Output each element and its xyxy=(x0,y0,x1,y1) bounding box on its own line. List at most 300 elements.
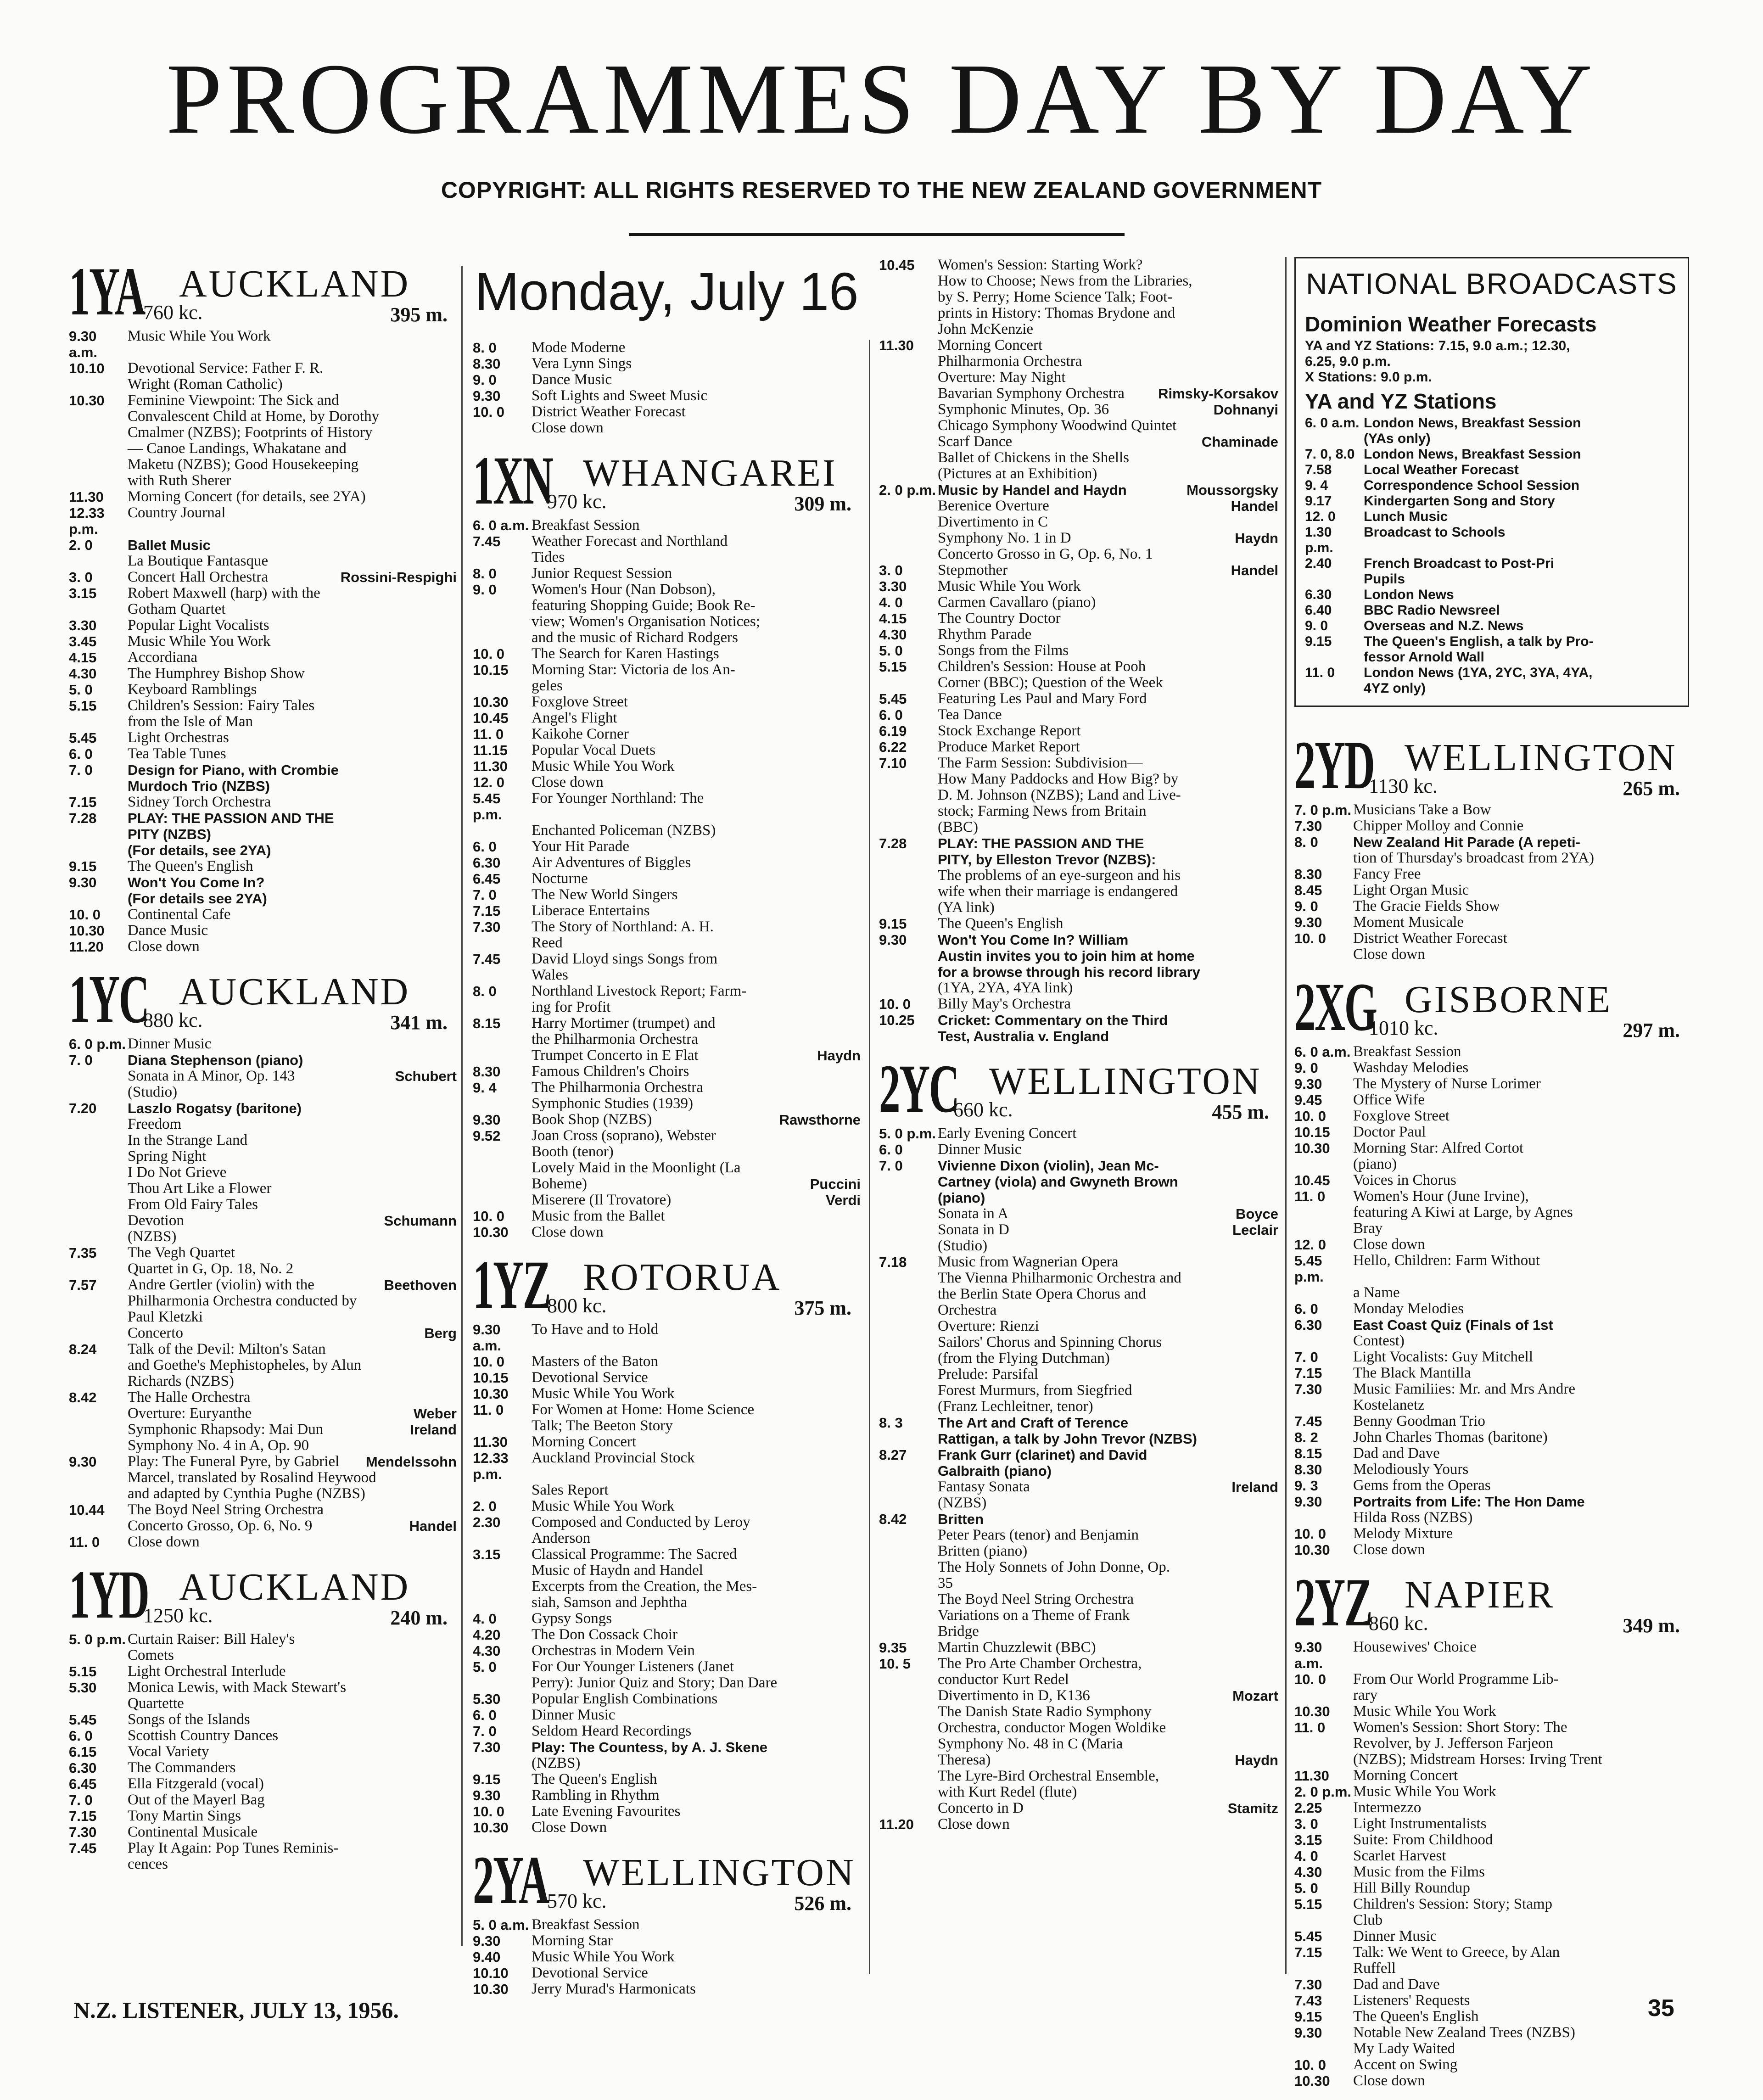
station-schedule xyxy=(473,1917,861,1997)
station-wavelength: 375 m. xyxy=(794,1297,851,1319)
programme-detail-text: How Many Paddocks and How Big? by xyxy=(938,771,1179,787)
programme-time: 9.30 a.m. xyxy=(69,328,98,360)
programme-detail xyxy=(879,675,1278,691)
programme-time: 10. 0 xyxy=(1294,1108,1326,1124)
programme-title: Light Organ Music xyxy=(1353,882,1469,898)
programme-detail-text: (piano) xyxy=(1353,1156,1397,1172)
programme-detail xyxy=(879,1350,1278,1366)
programme-entry xyxy=(69,1792,457,1808)
programme-title: Music While You Work xyxy=(1353,1783,1496,1800)
programme-time: 7. 0 xyxy=(69,1052,93,1068)
programme-detail xyxy=(879,1479,1278,1495)
programme-entry xyxy=(69,1341,457,1357)
programme-entry xyxy=(1294,1301,1689,1317)
programme-time: 9. 4 xyxy=(1305,478,1328,493)
national-entry xyxy=(1305,431,1679,447)
programme-detail-text: Chicago Symphony Woodwind Quintet xyxy=(938,417,1177,434)
programme-detail-text: from the Isle of Man xyxy=(128,713,253,730)
programme-entry xyxy=(879,1254,1278,1270)
programme-entry xyxy=(1294,1462,1689,1478)
programme-title: The Country Doctor xyxy=(938,610,1061,627)
programme-detail-text: Music of Haydn and Handel xyxy=(532,1562,703,1579)
programme-time: 10.30 xyxy=(69,923,105,939)
programme-time: 10. 5 xyxy=(879,1656,911,1672)
programme-time: 7.30 xyxy=(1294,818,1322,834)
programme-detail xyxy=(879,466,1278,482)
programme-entry xyxy=(1294,1671,1689,1687)
station-wavelength: 240 m. xyxy=(390,1607,448,1629)
composer-name: Haydn xyxy=(1235,530,1278,546)
programme-detail xyxy=(1294,1960,1689,1977)
programme-title: Music Familiies: Mr. and Mrs Andre xyxy=(1353,1381,1575,1397)
programme-title: Dance Music xyxy=(532,371,612,388)
programme-detail-text: PITY, by Elleston Trevor (NZBS): xyxy=(938,851,1156,868)
programme-detail-text: D. M. Johnson (NZBS); Land and Live- xyxy=(938,787,1181,803)
programme-title: Britten xyxy=(938,1511,984,1527)
programme-title: Light Vocalists: Guy Mitchell xyxy=(1353,1349,1534,1365)
programme-detail xyxy=(879,1463,1278,1479)
programme-title: Morning Concert xyxy=(1353,1767,1458,1784)
programme-detail-text: Quartette xyxy=(128,1695,184,1712)
programme-time: 10.45 xyxy=(1294,1172,1330,1188)
programme-title: Accent on Swing xyxy=(1353,2056,1458,2073)
programme-time: 5.45 p.m. xyxy=(1294,1253,1324,1285)
station-callsign: 1YC xyxy=(69,961,149,1037)
programme-detail-text: Symphonic Studies (1939) xyxy=(532,1095,693,1112)
programme-detail xyxy=(473,1755,861,1771)
programme-detail-text: Divertimento in C xyxy=(938,514,1048,530)
programme-detail xyxy=(1294,2041,1689,2057)
programme-entry xyxy=(473,404,861,420)
programme-detail-text: geles xyxy=(532,678,563,694)
composer-name: Handel xyxy=(1231,498,1278,514)
programme-entry xyxy=(473,839,861,855)
programme-detail-text: Lovely Maid in the Moonlight (La xyxy=(532,1159,741,1176)
programme-entry xyxy=(473,1787,861,1803)
station-callsign: 1XN xyxy=(473,442,553,519)
programme-time: 9.30 xyxy=(473,388,501,404)
programme-title: (YAs only) xyxy=(1364,431,1431,446)
station-callsign: 2XG xyxy=(1294,969,1377,1045)
programme-detail-text: (Studio) xyxy=(938,1238,988,1254)
programme-title: The Philharmonia Orchestra xyxy=(532,1079,703,1096)
programme-detail xyxy=(69,1261,457,1277)
programme-title: The Queen's English, a talk by Pro- xyxy=(1364,634,1594,649)
programme-detail-text: Cmalmer (NZBS); Footprints of History xyxy=(128,424,373,441)
programme-entry xyxy=(69,1454,366,1470)
programme-detail xyxy=(473,1530,861,1546)
programme-time: 10. 0 xyxy=(1294,1526,1326,1542)
programme-detail xyxy=(69,1486,457,1502)
programme-detail-text: Thou Art Like a Flower xyxy=(128,1180,272,1197)
programme-detail xyxy=(69,1181,457,1197)
programme-entry xyxy=(1294,1864,1689,1880)
programme-time: 3.30 xyxy=(879,578,907,594)
programme-time xyxy=(1305,681,1364,696)
programme-time: 9.40 xyxy=(473,1949,501,1965)
station-city: AUCKLAND xyxy=(179,970,410,1013)
programme-entry xyxy=(879,610,1278,627)
programme-entry xyxy=(69,585,457,601)
programme-title: The Commanders xyxy=(128,1759,236,1776)
ya-yz-stations-heading: YA and YZ Stations xyxy=(1305,389,1497,413)
programme-entry xyxy=(69,907,457,923)
programme-time: 2.30 xyxy=(473,1514,501,1530)
programme-entry xyxy=(1294,1140,1689,1156)
programme-entry xyxy=(1294,1977,1689,1993)
station-city: WELLINGTON xyxy=(989,1060,1262,1103)
programme-entry xyxy=(69,939,457,955)
programme-time: 11. 0 xyxy=(1294,1188,1326,1204)
programme-detail xyxy=(69,842,457,858)
station-schedule xyxy=(69,1036,457,1550)
weather-forecast-times xyxy=(1305,338,1679,385)
programme-detail xyxy=(879,1318,1278,1334)
programme-title: Close down xyxy=(1353,1541,1425,1558)
programme-title: BBC Radio Newsreel xyxy=(1364,603,1500,618)
programme-detail xyxy=(473,1096,861,1112)
programme-detail-text: (For details, see 2YA) xyxy=(128,842,271,858)
programme-detail xyxy=(879,1559,1278,1575)
programme-entry xyxy=(473,533,861,549)
programme-time: 4.30 xyxy=(69,666,97,682)
programme-detail xyxy=(1294,1221,1689,1237)
programme-title: Songs of the Islands xyxy=(128,1711,250,1728)
programme-title: The Search for Karen Hastings xyxy=(532,645,719,662)
programme-title: Housewives' Choice xyxy=(1353,1639,1477,1655)
programme-time: 12. 0 xyxy=(1305,509,1336,524)
programme-detail-text: Sonata in A xyxy=(938,1205,1008,1222)
programme-detail xyxy=(879,1222,1278,1238)
programme-detail-text: view; Women's Organisation Notices; xyxy=(532,613,760,630)
programme-detail xyxy=(69,1084,457,1100)
programme-entry xyxy=(1294,1639,1689,1671)
programme-title: New Zealand Hit Parade (A repeti- xyxy=(1353,834,1580,850)
programme-detail-text: (NZBS); Midstream Horses: Irving Trent xyxy=(1353,1751,1602,1768)
programme-time: 6. 0 p.m. xyxy=(69,1036,126,1052)
programme-detail-text: The problems of an eye-surgeon and his xyxy=(938,867,1181,884)
programme-detail-text: featuring A Kiwi at Large, by Agnes xyxy=(1353,1204,1573,1221)
programme-time: 4.30 xyxy=(879,627,907,643)
programme-time: 7.45 xyxy=(473,951,501,967)
programme-detail xyxy=(879,900,1278,916)
programme-detail xyxy=(879,1399,1278,1415)
programme-title: Curtain Raiser: Bill Haley's xyxy=(128,1631,295,1647)
programme-detail-text: Murdoch Trio (NZBS) xyxy=(128,778,270,794)
programme-entry xyxy=(1294,1044,1689,1060)
programme-detail-text: How to Choose; News from the Libraries, xyxy=(938,273,1192,289)
programme-detail xyxy=(879,1028,1278,1044)
programme-title: Early Evening Concert xyxy=(938,1125,1077,1142)
programme-title: Popular Light Vocalists xyxy=(128,617,269,633)
programme-title: Late Evening Favourites xyxy=(532,1803,681,1820)
programme-time: 5.45 xyxy=(69,1712,97,1728)
programme-entry xyxy=(879,643,1278,659)
programme-entry xyxy=(69,794,457,810)
programme-detail-text: Talk; The Beeton Story xyxy=(532,1417,673,1434)
programme-title: District Weather Forecast xyxy=(532,403,686,420)
station-header xyxy=(69,961,457,1037)
programme-title: Out of the Mayerl Bag xyxy=(128,1792,265,1808)
programme-detail xyxy=(69,601,457,617)
programme-entry xyxy=(1294,1928,1689,1944)
national-entry xyxy=(1305,415,1679,431)
programme-detail xyxy=(879,1527,1278,1543)
programme-detail-text: prints in History: Thomas Brydone and xyxy=(938,305,1175,321)
programme-title: Monica Lewis, with Mack Stewart's xyxy=(128,1679,347,1696)
programme-time: 8.30 xyxy=(473,1064,501,1080)
station-city: AUCKLAND xyxy=(179,263,410,305)
programme-title: Air Adventures of Biggles xyxy=(532,854,691,871)
programme-time: 10. 0 xyxy=(473,404,504,420)
programme-title: Suite: From Childhood xyxy=(1353,1831,1493,1848)
programme-time: 7.57 xyxy=(69,1277,97,1293)
programme-title: Local Weather Forecast xyxy=(1364,462,1519,477)
programme-time: 8. 0 xyxy=(473,983,497,999)
programme-detail xyxy=(879,1286,1278,1302)
programme-title: Intermezzo xyxy=(1353,1799,1422,1816)
programme-time: 9. 0 xyxy=(1294,1060,1318,1076)
programme-title: Lunch Music xyxy=(1364,509,1448,524)
programme-time: 7.43 xyxy=(1294,1993,1322,2009)
programme-title: Your Hit Parade xyxy=(532,838,629,855)
programme-entry xyxy=(1294,802,1689,818)
station-callsign: 2YZ xyxy=(1294,1564,1372,1641)
programme-title: Vera Lynn Sings xyxy=(532,355,632,372)
station-header xyxy=(879,1051,1278,1127)
weather-line: X Stations: 9.0 p.m. xyxy=(1305,370,1432,385)
programme-time: 9. 0 xyxy=(1294,898,1318,914)
programme-detail-text: cences xyxy=(128,1856,168,1872)
programme-title: London News xyxy=(1364,587,1454,602)
programme-title: The Vegh Quartet xyxy=(128,1244,235,1261)
programme-detail-text: Sales Report xyxy=(532,1482,609,1498)
programme-entry xyxy=(69,537,457,553)
programme-detail-text: for a browse through his record library xyxy=(938,964,1200,980)
column-divider xyxy=(869,340,870,1974)
programme-time: 5. 0 p.m. xyxy=(69,1631,126,1647)
composer-name: Berg xyxy=(424,1325,457,1341)
programme-detail xyxy=(69,778,457,794)
programme-time: 4.15 xyxy=(879,610,907,627)
programme-entry xyxy=(473,1643,861,1659)
programme-title: Dad and Dave xyxy=(1353,1976,1440,1993)
programme-detail-text: Paul Kletzki xyxy=(128,1309,203,1325)
station-city: NAPIER xyxy=(1405,1574,1555,1616)
programme-time: 6.19 xyxy=(879,723,907,739)
programme-entry xyxy=(473,1128,861,1144)
programme-time: 9.30 xyxy=(1294,1076,1322,1092)
programme-time: 10.30 xyxy=(1294,1542,1330,1558)
programme-detail-text: (Studio) xyxy=(128,1084,178,1100)
programme-title: Nocturne xyxy=(532,870,588,887)
programme-title: Junior Request Session xyxy=(532,565,672,582)
programme-time: 2. 0 xyxy=(473,1498,497,1514)
programme-title: Dance Music xyxy=(128,922,208,939)
programme-title: Light Instrumentalists xyxy=(1353,1815,1487,1832)
programme-title: Notable New Zealand Trees (NZBS) xyxy=(1353,2024,1575,2041)
programme-entry xyxy=(879,578,1278,594)
station-header xyxy=(1294,969,1689,1045)
programme-title: Country Journal xyxy=(128,504,226,521)
programme-title: Soft Lights and Sweet Music xyxy=(532,387,708,404)
programme-entry xyxy=(879,659,1278,675)
programme-detail-text: Tides xyxy=(532,549,565,566)
programme-entry xyxy=(473,919,861,935)
programme-detail xyxy=(473,1562,861,1579)
programme-entry xyxy=(473,1546,861,1562)
programme-time: 7.15 xyxy=(1294,1365,1322,1381)
programme-entry xyxy=(473,388,861,404)
programme-detail-text: Philharmonia Orchestra conducted by xyxy=(128,1293,357,1309)
column-3 xyxy=(879,257,1278,1983)
programme-title: The Art and Craft of Terence xyxy=(938,1415,1129,1431)
programme-detail xyxy=(69,441,457,457)
programme-detail xyxy=(879,884,1278,900)
programme-title: Moment Musicale xyxy=(1353,914,1464,930)
programme-time: 10.30 xyxy=(473,694,509,710)
programme-detail-text: (1YA, 2YA, 4YA link) xyxy=(938,980,1073,996)
programme-time: 11.30 xyxy=(473,758,508,774)
programme-detail xyxy=(879,1784,1278,1800)
programme-time: 10. 0 xyxy=(473,1803,504,1820)
programme-detail xyxy=(69,425,457,441)
programme-time: 2.25 xyxy=(1294,1800,1322,1816)
programme-entry xyxy=(1294,1848,1689,1864)
programme-entry xyxy=(1294,1445,1689,1462)
programme-detail xyxy=(69,826,457,842)
composer-name: Verdi xyxy=(826,1192,861,1208)
programme-detail-text: In the Strange Land xyxy=(128,1132,248,1148)
programme-title: Overseas and N.Z. News xyxy=(1364,618,1524,633)
programme-detail xyxy=(879,803,1278,819)
programme-title: Children's Session: House at Pooh xyxy=(938,658,1146,675)
station-wavelength: 265 m. xyxy=(1623,777,1680,800)
station-callsign: 1YA xyxy=(69,253,145,330)
programme-title: Vivienne Dixon (violin), Jean Mc- xyxy=(938,1158,1159,1174)
programme-detail-text: featuring Shopping Guide; Book Re- xyxy=(532,597,756,614)
programme-detail xyxy=(473,999,861,1015)
programme-title: Close down xyxy=(1353,1236,1425,1253)
programme-detail-text: Excerpts from the Creation, the Mes- xyxy=(532,1578,757,1595)
programme-title: Scarlet Harvest xyxy=(1353,1848,1446,1864)
programme-detail-text: a Name xyxy=(1353,1284,1400,1301)
composer-name: Rimsky-Korsakov xyxy=(1158,386,1278,402)
weather-line: YA and YZ Stations: 7.15, 9.0 a.m.; 12.30, xyxy=(1305,338,1570,353)
programme-detail xyxy=(879,851,1278,868)
programme-title: 4YZ only) xyxy=(1364,681,1426,696)
programme-detail xyxy=(473,1482,861,1498)
programme-entry xyxy=(1294,1060,1689,1076)
programme-entry xyxy=(1294,1896,1689,1912)
programme-detail xyxy=(879,1720,1278,1736)
programme-entry xyxy=(473,1965,861,1981)
programme-detail-text: (NZBS) xyxy=(938,1495,987,1511)
programme-title: Foxglove Street xyxy=(1353,1108,1450,1124)
programme-detail-text: Ballet of Chickens in the Shells xyxy=(938,449,1130,466)
programme-entry xyxy=(879,932,1278,948)
station-schedule xyxy=(879,257,1278,1044)
programme-title: Pupils xyxy=(1364,571,1405,587)
programme-time: 7.30 xyxy=(1294,1381,1322,1397)
programme-title: The Halle Orchestra xyxy=(128,1389,251,1406)
programme-entry xyxy=(69,1712,457,1728)
programme-detail-text: Variations on a Theme of Frank xyxy=(938,1607,1130,1624)
programme-title: Orchestras in Modern Vein xyxy=(532,1642,695,1659)
programme-time: 8.45 xyxy=(1294,882,1322,898)
programme-detail xyxy=(879,1624,1278,1640)
programme-detail-text: Cartney (viola) and Gwyneth Brown xyxy=(938,1174,1178,1190)
programme-title: London News (1YA, 2YC, 3YA, 4YA, xyxy=(1364,665,1593,680)
programme-title: Doctor Paul xyxy=(1353,1124,1426,1140)
composer-name: Leclair xyxy=(1232,1222,1278,1238)
programme-detail-text: Revolver, by J. Jefferson Farjeon xyxy=(1353,1735,1554,1752)
programme-title: Breakfast Session xyxy=(532,1916,640,1933)
programme-detail-text: Contest) xyxy=(1353,1333,1405,1349)
programme-entry xyxy=(1294,1237,1689,1253)
programme-detail-text: Britten (piano) xyxy=(938,1543,1028,1559)
programme-entry xyxy=(1294,1172,1689,1188)
programme-entry xyxy=(1294,1092,1689,1108)
station-header xyxy=(69,253,457,330)
programme-time: 10. 0 xyxy=(473,1354,504,1370)
programme-detail-text: the Philharmonia Orchestra xyxy=(532,1031,698,1047)
programme-title: Portraits from Life: The Hon Dame xyxy=(1353,1494,1585,1510)
programme-time: 6. 0 a.m. xyxy=(1294,1044,1351,1060)
programme-title: Music While You Work xyxy=(532,1385,675,1402)
programme-entry xyxy=(69,633,457,650)
programme-detail xyxy=(879,1672,1278,1688)
programme-entry xyxy=(1294,1494,1689,1510)
programme-time: 11.20 xyxy=(879,1816,914,1832)
programme-entry xyxy=(69,1277,384,1293)
programme-entry xyxy=(1294,1944,1689,1960)
programme-entry xyxy=(473,871,861,887)
national-entry xyxy=(1305,618,1679,634)
programme-detail-text: Anderson xyxy=(532,1530,591,1546)
programme-entry xyxy=(473,566,861,582)
programme-detail-text: rary xyxy=(1353,1687,1378,1703)
programme-time: 9.15 xyxy=(879,916,907,932)
station-callsign: 2YD xyxy=(1294,727,1374,803)
composer-name: Boyce xyxy=(1235,1206,1278,1222)
programme-time: 6.15 xyxy=(69,1744,97,1760)
programme-entry xyxy=(473,340,861,356)
programme-title: Monday Melodies xyxy=(1353,1300,1464,1317)
programme-time: 10.30 xyxy=(1294,1140,1330,1156)
programme-detail-text: with Ruth Sherer xyxy=(128,472,231,489)
programme-title: Children's Session: Fairy Tales xyxy=(128,697,315,714)
programme-entry xyxy=(1294,1188,1689,1204)
programme-detail xyxy=(1294,1397,1689,1413)
programme-detail xyxy=(879,1607,1278,1624)
programme-title: The Mystery of Nurse Lorimer xyxy=(1353,1075,1541,1092)
programme-time: 8.42 xyxy=(879,1511,907,1527)
programme-title: Fancy Free xyxy=(1353,866,1421,882)
composer-name: Puccini xyxy=(810,1176,861,1192)
programme-time: 7.15 xyxy=(473,903,501,919)
station-frequency: 1130 kc. xyxy=(1369,775,1438,797)
programme-entry xyxy=(1294,914,1689,930)
programme-time: 9.30 a.m. xyxy=(473,1322,502,1354)
programme-time: 7.18 xyxy=(879,1254,907,1270)
programme-detail-text: Bray xyxy=(1353,1220,1383,1237)
programme-time: 6.30 xyxy=(473,855,501,871)
national-entry xyxy=(1305,603,1679,618)
station-frequency: 760 kc. xyxy=(143,301,203,324)
programme-detail xyxy=(473,1675,861,1691)
programme-title: Weather Forecast and Northland xyxy=(532,533,728,549)
